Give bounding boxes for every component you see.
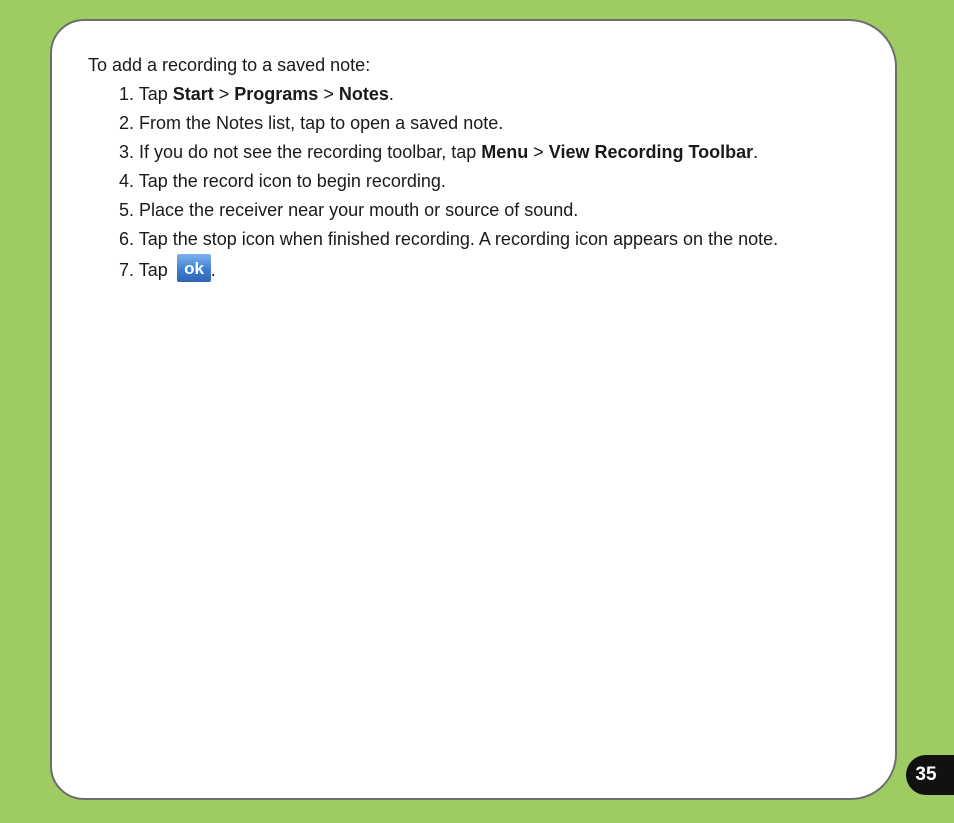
menu-label: Menu xyxy=(481,142,529,162)
step-number: 4. xyxy=(119,171,135,191)
step-2 xyxy=(119,109,865,138)
ok-icon xyxy=(177,254,211,282)
step-text: Tap xyxy=(138,260,173,280)
step-number: 3. xyxy=(119,142,135,162)
step-end: . xyxy=(388,84,394,104)
step-text: Tap the stop icon when finished recording. A recording icon appears on the note. xyxy=(138,229,779,249)
page-number: 35 xyxy=(915,764,937,785)
step-end: . xyxy=(753,142,759,162)
step-number: 2. xyxy=(119,113,135,133)
step-text: Tap the record icon to begin recording. xyxy=(138,171,446,191)
step-6 xyxy=(119,225,865,254)
step-text: If you do not see the recording toolbar, tap xyxy=(139,142,482,162)
separator: > xyxy=(528,142,549,162)
step-end: . xyxy=(210,260,216,280)
step-number: 6. xyxy=(119,229,135,249)
step-3 xyxy=(119,138,865,167)
notes-label: Notes xyxy=(338,84,389,104)
steps-list xyxy=(88,80,865,285)
page-card xyxy=(50,19,897,800)
separator: > xyxy=(318,84,339,104)
ok-icon-label: ok xyxy=(183,259,204,278)
intro-text: To add a recording to a saved note: xyxy=(88,55,371,75)
step-text: From the Notes list, tap to open a saved note. xyxy=(139,113,504,133)
step-5 xyxy=(119,196,865,225)
page-number-badge xyxy=(906,755,954,795)
step-text: Place the receiver near your mouth or source of sound. xyxy=(139,200,579,220)
view-recording-toolbar-label: View Recording Toolbar xyxy=(548,142,754,162)
programs-label: Programs xyxy=(234,84,319,104)
step-number: 1. xyxy=(119,84,135,104)
step-7 xyxy=(119,254,865,285)
instructions xyxy=(88,51,865,285)
step-number: 7. xyxy=(119,260,135,280)
step-1 xyxy=(119,80,865,109)
step-text: Tap xyxy=(138,84,173,104)
separator: > xyxy=(213,84,235,104)
start-label: Start xyxy=(172,84,214,104)
step-number: 5. xyxy=(119,200,135,220)
step-4 xyxy=(119,167,865,196)
